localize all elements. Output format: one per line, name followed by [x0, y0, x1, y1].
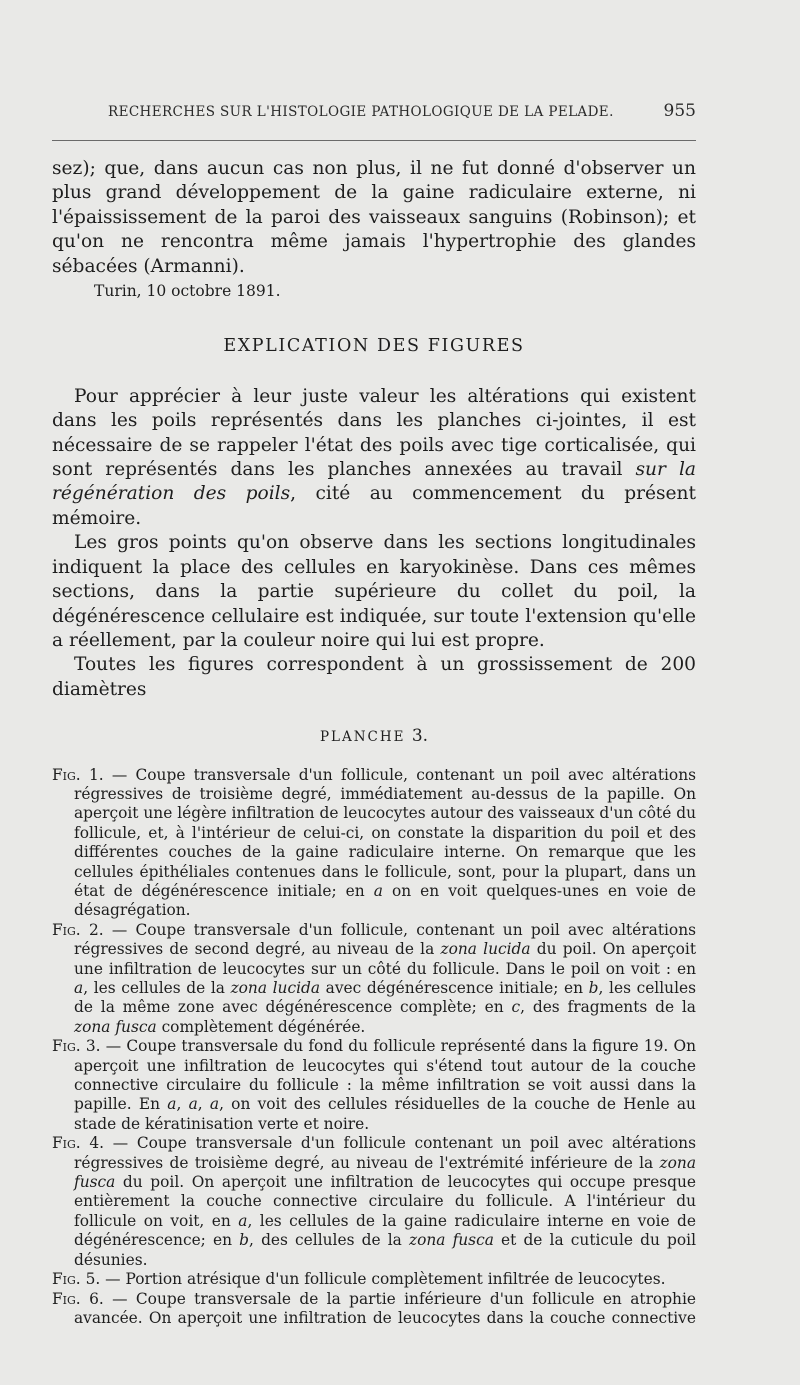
- figure-italic-term: zona fusca: [408, 1231, 494, 1250]
- figure-label: Fig. 4.: [52, 1134, 105, 1153]
- figure-italic-term: zona fusca: [74, 1017, 157, 1036]
- figure-legend-item: [52, 1134, 696, 1270]
- figure-text: , les cellules de la même zone avec dégénérescence complète; en: [74, 979, 696, 1017]
- explication-paragraph-1: [52, 385, 696, 531]
- figure-text: complètement dégénérée.: [156, 1017, 366, 1036]
- explication-paragraph-2: Les gros points qu'on observe dans les sections longitudinales indiquent la place des cellules en karyokinèse. Dans ces mêmes sections, dans la partie supérieure du collet du poil, la dégénérescence cellulaire est indiquée, sur toute l'extension qu'elle a réellement, par la couleur noire qui lui est propre.: [52, 532, 696, 651]
- figure-legend-item: [52, 1037, 696, 1134]
- figure-italic-term: zona lucida: [440, 940, 531, 959]
- intro-paragraph: sez); que, dans aucun cas non plus, il ne fut donné d'observer un plus grand développement de la gaine radiculaire externe, ni l'épaississement de la paroi des vaisseaux sanguins (Robinson); et qu'on ne rencontra même jamais l'hypertrophie des glandes sébacées (Armanni).: [52, 158, 696, 277]
- figure-label: Fig. 6.: [52, 1289, 104, 1308]
- running-title: RECHERCHES SUR L'HISTOLOGIE PATHOLOGIQUE DE LA PELADE.: [108, 104, 614, 120]
- figure-text: du poil. On aperçoit une infiltration de leucocytes qui occupe presque entièrement la couche connective circulaire du follicule. A l'intérieur du follicule on voit, en: [74, 1173, 696, 1230]
- figure-text: ,: [197, 1095, 210, 1114]
- figure-text: — Portion atrésique d'un follicule complètement infiltrée de leucocytes.: [100, 1270, 666, 1289]
- figure-text: du poil. On aperçoit une infiltration de leucocytes sur un côté du follicule. Dans le poil on voit : en: [74, 940, 697, 978]
- figure-text: , des fragments de la: [520, 998, 696, 1017]
- planche-heading: [52, 724, 696, 749]
- figure-text: avec dégénérescence initiale; en: [320, 979, 589, 997]
- figure-text: et de la cuticule du poil désunies.: [74, 1231, 696, 1269]
- figure-italic-term: a: [74, 979, 84, 997]
- date-line: Turin, 10 octobre 1891.: [94, 282, 281, 301]
- figure-italic-term: a: [373, 881, 383, 900]
- explication-paragraph-3: Toutes les figures correspondent à un grossissement de 200 diamètres: [52, 654, 696, 700]
- figure-legend-item: [52, 766, 696, 921]
- planche-number: 3.: [411, 726, 429, 747]
- figure-text: — Coupe transversale d'un follicule, contenant un poil avec altérations régressives de second degré, au niveau de la: [74, 920, 697, 959]
- figure-italic-term: a: [209, 1095, 220, 1114]
- figure-italic-term: b: [588, 979, 599, 997]
- figure-label: Fig. 5.: [52, 1270, 101, 1289]
- figure-text: — Coupe transversale de la partie inférieure d'un follicule en atrophie avancée. On aperçoit une infiltration de leucocytes dans la couche connective: [74, 1289, 696, 1327]
- figure-text: , on voit des cellules résiduelles de la couche de Henle au stade de kératinisation verte et noire.: [74, 1095, 696, 1133]
- figure-text: , les cellules de la gaine radiculaire interne en voie de dégénérescence; en: [74, 1211, 696, 1250]
- figure-label: Fig. 3.: [52, 1037, 101, 1056]
- figure-italic-term: b: [239, 1231, 250, 1250]
- figure-legends: [52, 766, 696, 1329]
- figure-label: Fig. 2.: [52, 920, 104, 939]
- figure-legend-item: [52, 921, 696, 1037]
- figure-text: , les cellules de la: [83, 979, 231, 997]
- figure-text: on en voit quelques-unes en voie de désagrégation.: [74, 881, 696, 920]
- section-title: EXPLICATION DES FIGURES: [223, 336, 525, 357]
- page-number: 955: [663, 101, 696, 121]
- figure-legend-item: [52, 1270, 696, 1289]
- figure-italic-term: a: [188, 1095, 198, 1114]
- cited-work-title: sur la régénération des poils: [52, 459, 696, 505]
- header-rule: [52, 140, 696, 141]
- figure-italic-term: a: [238, 1211, 248, 1230]
- planche-label: PLANCHE: [319, 729, 406, 746]
- figure-text: — Coupe transversale d'un follicule contenant un poil avec altérations régressives de troisième degré, au niveau de l'extrémité inférieure de la: [74, 1134, 696, 1172]
- body-text: [52, 157, 696, 1328]
- running-head: [108, 101, 696, 121]
- figure-legend-item: [52, 1290, 696, 1329]
- figure-italic-term: a: [167, 1095, 177, 1114]
- explication-p1-start: Pour apprécier à leur juste valeur les altérations qui existent dans les poils représentés dans les planches ci-jointes, il est nécessaire de se rappeler l'état des poils avec tige corticalisée, qui sont représentés dans les planches annexées au travail: [52, 385, 696, 481]
- figure-italic-term: zona fusca: [74, 1153, 696, 1192]
- figure-italic-term: zona lucida: [230, 979, 321, 997]
- figure-label: Fig. 1.: [52, 765, 104, 784]
- figure-text: — Coupe transversale d'un follicule, contenant un poil avec altérations régressives de troisième degré, immédiatement au-dessus de la papille. On aperçoit une légère infiltration de leucocytes autour des vaisseaux d'un côté du follicule, et, à l'intérieur de celui-ci, on constate la disparition du poil et des différentes couches de la gaine radiculaire interne. On remarque que les cellules épithéliales contenues dans le follicule, sont, pour la plupart, dans un état de dégénérescence initiale; en: [74, 765, 697, 900]
- figure-italic-term: c: [511, 998, 521, 1017]
- figure-text: , des cellules de la: [249, 1231, 409, 1250]
- figure-text: — Coupe transversale du fond du follicule représenté dans la figure 19. On aperçoit une infiltration de leucocytes qui s'étend tout autour de la couche connective circulaire du follicule : la même infiltration se voit aussi dans la papille. En: [74, 1037, 696, 1114]
- explication-p1-end: , cité au commencement du présent mémoire.: [52, 483, 696, 529]
- figure-text: ,: [176, 1095, 189, 1114]
